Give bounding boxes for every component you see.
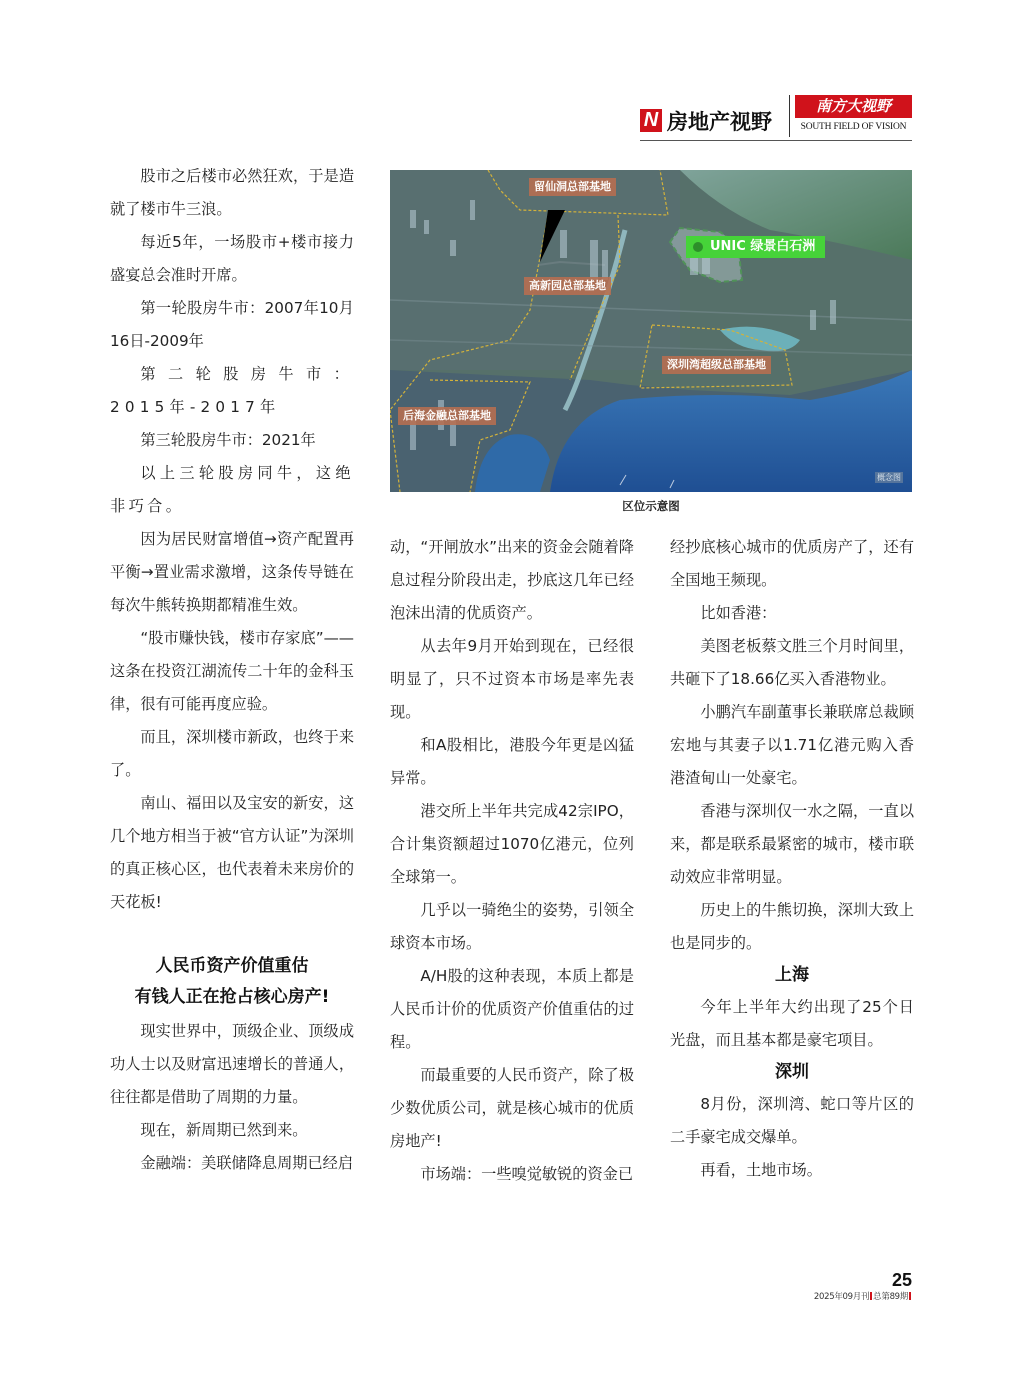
- paragraph: 和A股相比，港股今年更是凶猛异常。: [390, 736, 634, 787]
- page-number: 25: [891, 1270, 912, 1290]
- paragraph: 今年上半年大约出现了25个日光盘，而且基本都是豪宅项目。: [670, 998, 914, 1049]
- issue-separator: [870, 1292, 872, 1300]
- map-label-liuxiandong: 留仙洞总部基地: [529, 178, 616, 196]
- brand-logo-n: N: [640, 109, 662, 132]
- paragraph: 几乎以一骑绝尘的姿势，引领全球资本市场。: [390, 901, 634, 952]
- middle-column: [390, 531, 634, 1191]
- issue-total: 总第89期: [873, 1292, 908, 1302]
- paragraph: “股市赚快钱，楼市存家底”——这条在投资江湖流传二十年的金科玉律，很有可能再度应验。: [110, 629, 354, 713]
- paragraph: 第三轮股房牛市：2021年: [140, 431, 316, 449]
- paragraph: 现在，新周期已然到来。: [140, 1121, 308, 1139]
- magazine-brand-en: SOUTH FIELD OF VISION: [800, 122, 907, 132]
- paragraph: 港交所上半年共完成42宗IPO，合计集资额超过1070亿港元，位列全球第一。: [390, 802, 634, 886]
- map-concept-note: 概念图: [877, 473, 901, 482]
- paragraph: 从去年9月开始到现在，已经很明显了，只不过资本市场是率先表现。: [390, 637, 634, 721]
- left-column: [110, 160, 354, 1180]
- section-title: 房地产视野: [667, 109, 772, 134]
- map-pin-icon: [693, 242, 703, 252]
- paragraph: 金融端：美联储降息周期已经启: [140, 1154, 354, 1172]
- section-heading: 有钱人正在抢占核心房产!: [134, 987, 330, 1007]
- paragraph: 香港与深圳仅一水之隔，一直以来，都是联系最紧密的城市，楼市联动效应非常明显。: [670, 802, 914, 886]
- paragraph: 市场端：一些嗅觉敏锐的资金已: [420, 1165, 634, 1183]
- header-divider: [789, 95, 790, 137]
- paragraph: 因为居民财富增值→资产配置再平衡→置业需求激增，这条传导链在每次牛熊转换期都精准生效。: [110, 530, 354, 614]
- issue-end-mark: [909, 1292, 911, 1300]
- paragraph: 美图老板蔡文胜三个月时间里，共砸下了18.66亿买入香港物业。: [670, 637, 914, 688]
- section-heading: 人民币资产价值重估: [155, 956, 309, 976]
- paragraph: 股市之后楼市必然狂欢，于是造就了楼市牛三浪。: [110, 167, 354, 218]
- map-label-gaoxinyuan: 高新园总部基地: [524, 277, 611, 295]
- map-illustration: [390, 170, 912, 492]
- location-map-image: [390, 170, 912, 492]
- paragraph: 而最重要的人民币资产，除了极少数优质公司，就是核心城市的优质房地产!: [390, 1066, 634, 1150]
- section-heading-shenzhen: 深圳: [775, 1062, 809, 1082]
- paragraph: 小鹏汽车副董事长兼联席总裁顾宏地与其妻子以1.71亿港元购入香港渣甸山一处豪宅。: [670, 703, 914, 787]
- map-caption: 区位示意图: [622, 499, 680, 513]
- paragraph: 历史上的牛熊切换，深圳大致上也是同步的。: [670, 901, 914, 952]
- paragraph: 以上三轮股房同牛，这绝非巧合。: [110, 464, 354, 515]
- paragraph: 南山、福田以及宝安的新安，这几个地方相当于被“官方认证”为深圳的真正核心区，也代表着未来房价的天花板!: [110, 794, 354, 911]
- issue-info: [812, 1290, 912, 1302]
- issue-date: 2025年09月刊: [813, 1292, 870, 1302]
- section-spacer: [110, 919, 354, 951]
- paragraph: 每近5年，一场股市+楼市接力盛宴总会准时开席。: [110, 233, 354, 284]
- paragraph: 8月份，深圳湾、蛇口等片区的二手豪宅成交爆单。: [670, 1095, 914, 1146]
- paragraph: 经抄底核心城市的优质房产了，还有全国地王频现。: [670, 538, 914, 589]
- paragraph: 比如香港：: [700, 604, 777, 622]
- paragraph: 而且，深圳楼市新政，也终于来了。: [110, 728, 354, 779]
- map-label-shenzhenwan: 深圳湾超级总部基地: [662, 356, 771, 374]
- section-heading-shanghai: 上海: [775, 965, 809, 985]
- map-label-houhai: 后海金融总部基地: [398, 407, 496, 425]
- paragraph: 再看，土地市场。: [700, 1161, 822, 1179]
- paragraph: 第一轮股房牛市：2007年10月16日-2009年: [110, 299, 354, 350]
- paragraph: 动，“开闸放水”出来的资金会随着降息过程分阶段出走，抄底这几年已经泡沫出清的优质资产。: [390, 538, 634, 622]
- right-column: [670, 531, 914, 1187]
- paragraph: 现实世界中，顶级企业、顶级成功人士以及财富迅速增长的普通人，往往都是借助了周期的力量。: [110, 1022, 354, 1106]
- header-rule: [640, 140, 912, 141]
- magazine-brand: 南方大视野: [795, 95, 912, 118]
- paragraph: A/H股的这种表现，本质上都是人民币计价的优质资产价值重估的过程。: [390, 967, 634, 1051]
- map-label-project: [686, 236, 825, 258]
- project-name: UNIC 绿景白石洲: [710, 239, 816, 254]
- paragraph: 第二轮股房牛市：2015年-2017年: [110, 365, 354, 416]
